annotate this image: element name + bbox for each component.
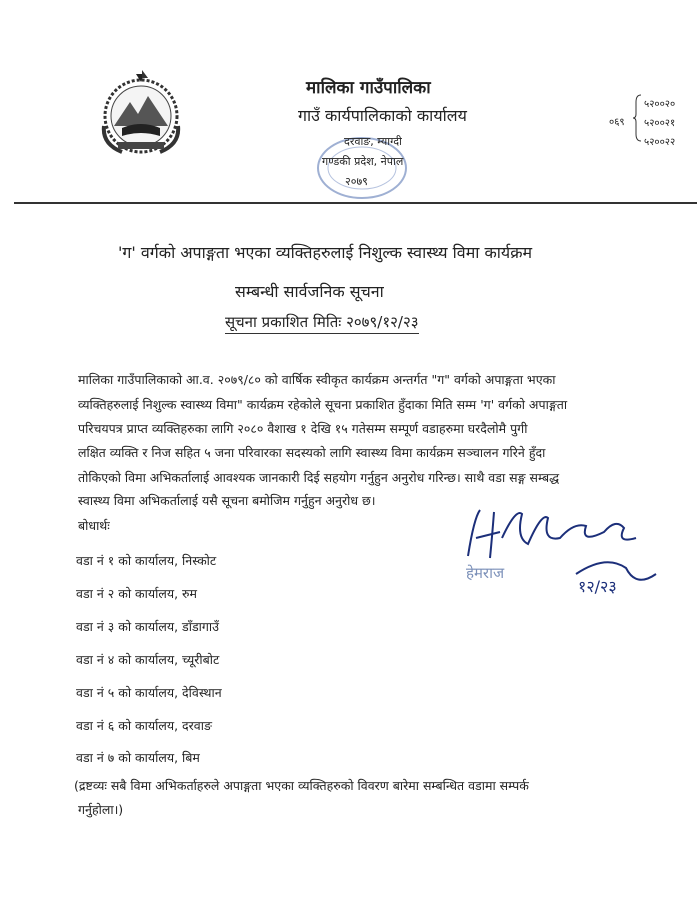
header-divider (14, 202, 697, 204)
phone-area-code: ०६९ (609, 117, 625, 128)
ward-recipient: वडा नं ६ को कार्यालय, दरवाङ (76, 718, 212, 733)
ward-recipient: वडा नं ४ को कार्यालय, च्यूरीबोट (76, 652, 220, 667)
body-line: स्वास्थ्य विमा अभिकर्तालाई यसै सूचना बमोजिम गर्नुहुन अनुरोध छ। (78, 493, 376, 508)
note-line-1: (द्रष्टव्यः सबै विमा अभिकर्ताहरुले अपाङ्गता भएका व्यक्तिहरुको विवरण बारेमा सम्बन्धित वडामा सम्पर्क (74, 778, 529, 793)
office-name: मालिका गाउँपालिका (306, 78, 431, 98)
body-line: लक्षित व्यक्ति र निज सहित ५ जना परिवारका सदस्यको लागि स्वास्थ्य विमा कार्यक्रम सञ्चालन गरिने हुँदा (78, 445, 546, 460)
ward-recipient: वडा नं ७ को कार्यालय, बिम (76, 750, 200, 765)
note-line-2: गर्नुहोला।) (78, 802, 124, 817)
ward-recipient: वडा नं १ को कार्यालय, निस्कोट (76, 553, 217, 568)
nepal-emblem-icon (92, 66, 190, 162)
office-subtitle: गाउँ कार्यपालिकाको कार्यालय (298, 106, 467, 125)
phone-number: ५२००२० (644, 99, 676, 110)
letterhead-year: २०७९ (345, 175, 368, 188)
brace-icon (632, 94, 642, 142)
notice-title-line-1: 'ग' वर्गको अपाङ्गता भएका व्यक्तिहरुलाई निशुल्क स्वास्थ्य विमा कार्यक्रम (118, 243, 533, 262)
signature-date: १२/२३ (578, 577, 617, 596)
ward-recipient: वडा नं २ को कार्यालय, रुम (76, 586, 197, 601)
address-line-1: दरवाङ, म्याग्दी (344, 135, 402, 148)
body-line: परिचयपत्र प्राप्त व्यक्तिहरुका लागि २०८० वैशाख १ देखि १५ गतेसम्म सम्पूर्ण वडाहरुमा घरदैलोमै पुगी (78, 421, 528, 436)
body-line: व्यक्तिहरुलाई निशुल्क स्वास्थ्य विमा" कार्यक्रम रहेकोले सूचना प्रकाशित हुँदाका मिति सम्म 'ग' वर्गको अपाङ्गता (78, 397, 568, 412)
ward-recipient: वडा नं ३ को कार्यालय, डाँडागाउँ (76, 619, 220, 634)
stamp-name: हेमराज (466, 564, 505, 582)
ward-recipient: वडा नं ५ को कार्यालय, देविस्थान (76, 685, 222, 700)
phone-number: ५२००२१ (644, 118, 676, 129)
body-line: तोकिएको विमा अभिकर्तालाई आवश्यक जानकारी दिई सहयोग गर्नुहुन अनुरोध गरिन्छ। साथै वडा सङ्ग सम्बद्ध (78, 470, 560, 485)
signature-icon (456, 498, 686, 606)
phone-number: ५२००२२ (644, 137, 676, 148)
address-line-2: गण्डकी प्रदेश, नेपाल (322, 155, 404, 168)
notice-title-line-2: सम्बन्धी सार्वजनिक सूचना (235, 282, 384, 301)
body-line: मालिका गाउँपालिकाको आ.व. २०७९/८० को वार्षिक स्वीकृत कार्यक्रम अन्तर्गत "ग" वर्गको अपाङ्गता भएका (78, 372, 556, 387)
cc-label: बोधार्थः (78, 518, 110, 533)
published-date: सूचना प्रकाशित मितिः २०७९/१२/२३ (225, 312, 419, 334)
